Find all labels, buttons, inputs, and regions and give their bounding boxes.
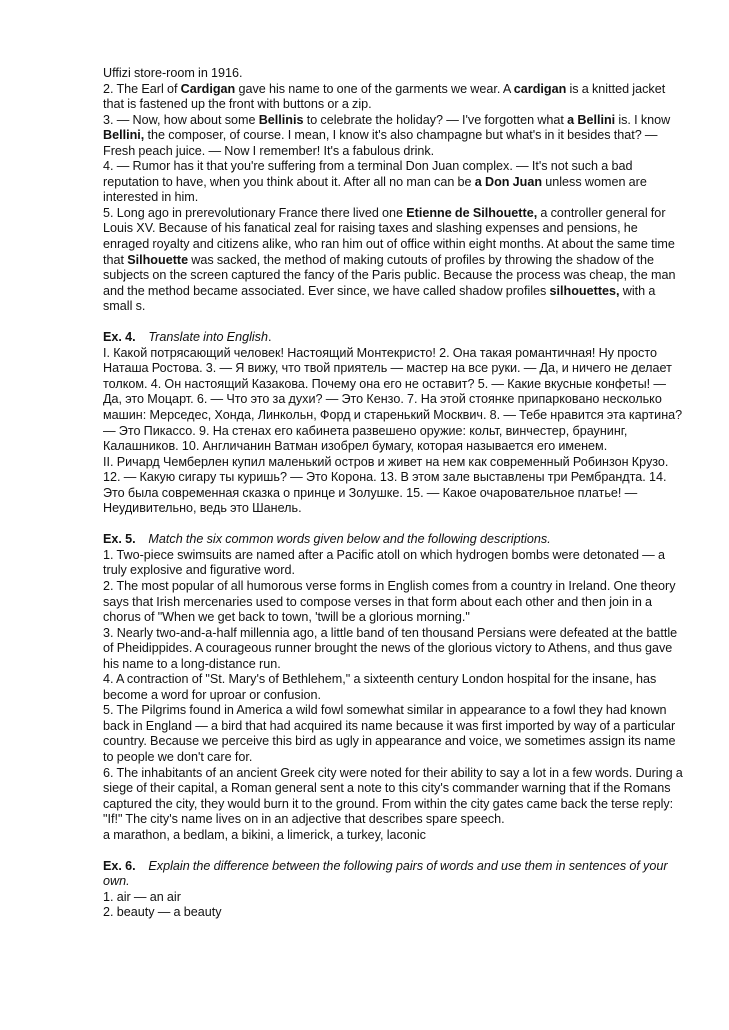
exercise-6-instruction: Explain the difference between the following pairs of words and use them in sentences of your own. xyxy=(103,858,668,889)
exercise-5-item: 1. Two-piece swimsuits are named after a Pacific atoll on which hydrogen bombs were detonated — a truly explosive and figurative word. xyxy=(103,547,665,578)
exercise-5-heading xyxy=(103,532,683,548)
exercise-4-instruction: Translate into English xyxy=(148,330,268,345)
exercise-5-word-list: a marathon, a bedlam, a bikini, a limerick, a turkey, laconic xyxy=(103,827,426,842)
exercise-4-label: Ex. 4. xyxy=(103,330,136,345)
exercise-5-item: 3. Nearly two-and-a-half millennia ago, a little band of ten thousand Persians were defeated at the battle of Pheidippides. A courageous runner brought the news of the glorious victory to Athens, and thus gave his name to a long-distance run. xyxy=(103,625,678,671)
exercise-4-part-1: I. Какой потрясающий человек! Настоящий Монтекристо! 2. Она такая романтичная! Ну просто Наташа Ростова. 3. — Я вижу, что твой приятель — мастер на все руки. — Да, и ничего не делает толком. 4. Он настоящий Казакова. Почему она его не оставит? 5. — Какие вкусные конфеты! — Да, это Моцарт. 6. — Что это за духи? — Это Кензо. 7. На этой стоянке припарковано несколько машин: Мерседес, Хонда, Линкольн, Форд и старенький Москвич. 8. — Тебе нравится эта картина? — Это Пикассо. 9. На стенах его кабинета развешено оружие: кольт, винчестер, браунинг, Калашников. 10. Англичанин Ватман изобрел бумагу, которая называется его именем. xyxy=(103,345,683,454)
spacer xyxy=(103,843,683,859)
exercise-6-heading xyxy=(103,859,683,890)
exercise-5-label: Ex. 5. xyxy=(103,532,136,547)
exercise-6-item: 2. beauty — a beauty xyxy=(103,905,222,920)
exercise-6-item: 1. air — an air xyxy=(103,889,181,904)
paragraph-cardigan: 2. The Earl of Cardigan gave his name to one of the garments we wear. A cardigan is a knitted jacket that is fastened up the front with buttons or a zip. xyxy=(103,81,666,112)
exercise-6-label: Ex. 6. xyxy=(103,858,136,873)
spacer xyxy=(103,315,683,331)
paragraph-bellini: 3. — Now, how about some Bellinis to celebrate the holiday? — I've forgotten what a Bellini is. I know Bellini, the composer, of course. I mean, I know it's also champagne but what's in it besides that? — Fresh peach juice. — Now I remember! It's a fabulous drink. xyxy=(103,112,671,158)
spacer xyxy=(103,517,683,533)
exercise-4-heading: Ex. 4. Translate into English. xyxy=(103,330,272,345)
document-page xyxy=(103,66,683,921)
paragraph-don-juan: 4. — Rumor has it that you're suffering from a terminal Don Juan complex. — It's not such a bad reputation to have, when you think about it. After all no man can be a Don Juan unless women are interested in him. xyxy=(103,159,647,205)
exercise-5-item: 6. The inhabitants of an ancient Greek city were noted for their ability to say a lot in a few words. During a siege of their capital, a Roman general sent a note to this city's commander warning that if the Romans captured the city, they would burn it to the ground. From within the city gates came back the terse reply: "If!" The city's name lives on in an adjective that describes spare speech. xyxy=(103,765,683,827)
exercise-5-item: 5. The Pilgrims found in America a wild fowl somewhat similar in appearance to a fowl they had known back in England — a bird that had acquired its name because it was first imported by way of a particular country. Because we perceive this bird as ugly in appearance and voice, we sometimes assign its name to people we don't care for. xyxy=(103,703,676,764)
exercise-5-item: 2. The most popular of all humorous verse forms in English comes from a country in Ireland. One theory says that Irish mercenaries used to compose verses in that form about each other and then join in a chorus of "When we get back to town, 'twill be a glorious morning." xyxy=(103,578,676,625)
exercise-4-part-2: II. Ричард Чемберлен купил маленький остров и живет на нем как современный Робинзон Крузо. 12. — Какую сигару ты куришь? — Это Корона. 13. В этом зале выставлены три Рембрандта. 14. Это была современная сказка о принце и Золушке. 15. — Какое очаровательное платье! — Неудивительно, ведь это Шанель. xyxy=(103,454,669,516)
continuation-line: Uffizi store-room in 1916. xyxy=(103,66,243,80)
exercise-5-item: 4. A contraction of "St. Mary's of Bethlehem," a sixteenth century London hospital for the insane, has become a word for uproar or confusion. xyxy=(103,672,657,702)
paragraph-silhouette: 5. Long ago in prerevolutionary France there lived one Etienne de Silhouette, a controller general for Louis XV. Because of his fanatical zeal for raising taxes and slashing expenses and pensions, he enraged royalty and citizens alike, who ran him out of office within eight months. At about the same time that Silhouette was sacked, the method of making cutouts of profiles by throwing the shadow of the subjects on the screen captured the fancy of the Paris public. Because the process was cheap, the man and the method became associated. Ever since, we have called shadow profiles silhouettes, with a small s. xyxy=(103,205,676,314)
exercise-5-instruction: Match the six common words given below and the following descriptions. xyxy=(148,532,551,547)
